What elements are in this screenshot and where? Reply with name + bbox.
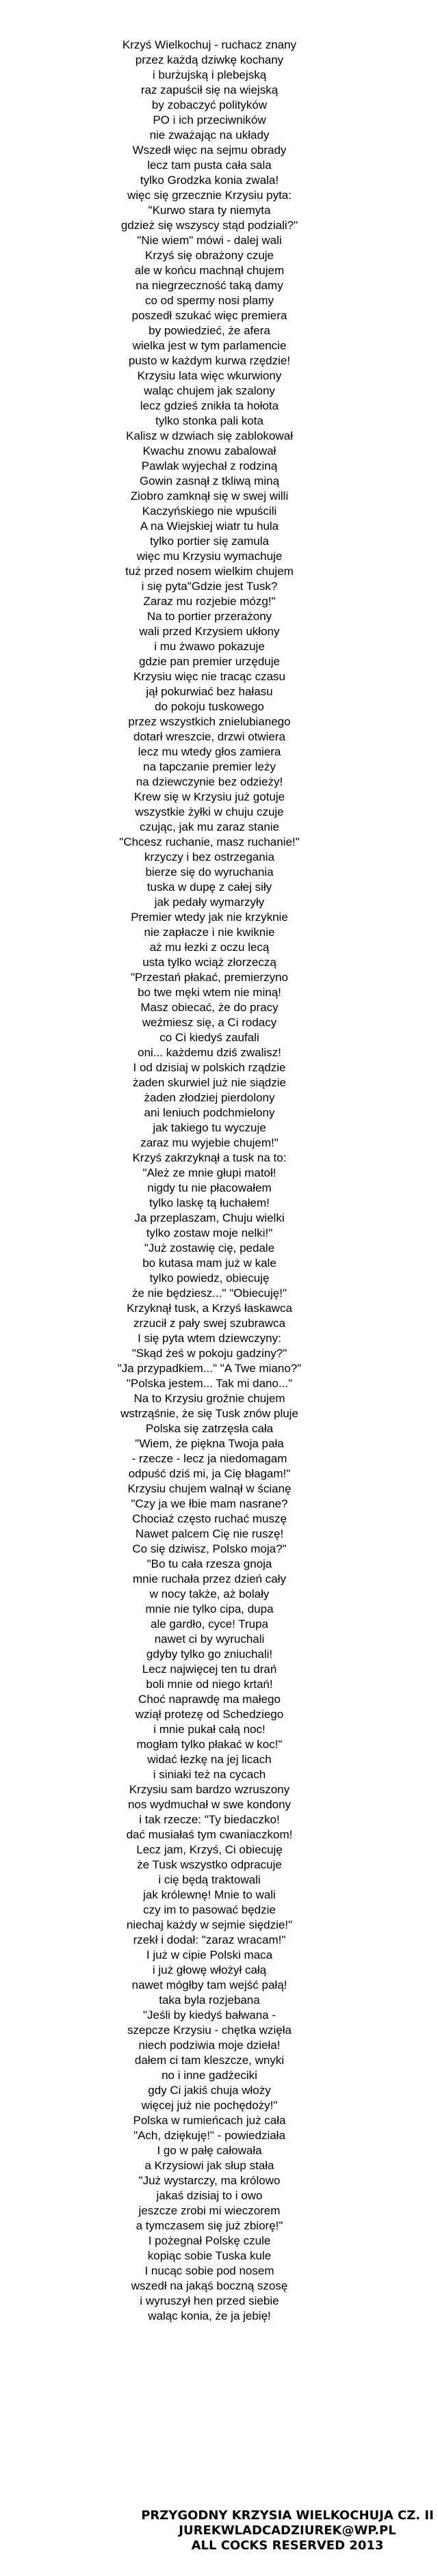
poem-line: Wszedł więc na sejmu obrady [132, 144, 287, 157]
poem-line: nawet mógłby tam wejść pałą! [131, 1978, 287, 1991]
poem-line: A na Wiejskiej wiatr tu hula [140, 520, 279, 533]
poem-line: co od spermy nosi plamy [144, 294, 274, 307]
poem-line: raz zapuścił się na wiejską [140, 83, 279, 96]
poem-line: lecz mu wtedy głos zamiera [138, 745, 281, 758]
poem-line: i się pyta"Gdzie jest Tusk? [141, 580, 278, 593]
poem-line: by powiedzieć, że afera [149, 324, 270, 337]
poem-line: tylko zostaw moje nelki!" [146, 1226, 273, 1239]
poem-line: Choć naprawdę ma małego [138, 1693, 281, 1706]
poem-line: żaden skurwiel już nie siądzie [133, 1076, 286, 1089]
poem-line: wziął protezę od Schedziego [135, 1708, 284, 1721]
poem-line: i wyruszył hen przed siebie [140, 2294, 279, 2307]
poem-line: gdy Ci jakiś chuja włoży [148, 2084, 271, 2097]
poem-line: ani leniuch podchmielony [144, 1106, 275, 1119]
poem-line: Krzysiu lata więc wkurwiony [137, 369, 282, 382]
poem-line: Lecz najwięcej ten tu drań [142, 1663, 277, 1676]
poem-line: oni... każdemu dziś zwalisz! [138, 1046, 281, 1059]
poem-line: co Ci kiedyś zaufali [159, 1031, 259, 1044]
poem-line: gdyby tylko go zniuchali! [146, 1648, 273, 1661]
poem-line: nie zważając na układy [149, 129, 270, 142]
poem-line: "Kurwo stara ty niemyta [148, 204, 271, 217]
poem-line: wali przed Krzysiem ukłony [139, 625, 280, 638]
poem-line: więcej już nie pochędoży!" [141, 2099, 278, 2112]
poem-line: Krew się w Krzysiu już gotuje [133, 790, 285, 803]
poem-line: Pawlak wyjechał z rodziną [141, 459, 278, 472]
poem-line: zaraz mu wyjebie chujem!" [140, 1136, 279, 1149]
poem-line: Co się dziwisz, Polsko moja?" [132, 1542, 287, 1555]
poem-line: waląc konia, że ja jebię! [148, 2309, 271, 2322]
poem-line: że nie będziesz..." "Obiecuję!" [132, 1287, 287, 1300]
poem-line: mnie ruchała przez dzień cały [133, 1572, 286, 1585]
poem-line: rzekł i dodał: "zaraz wracam!" [133, 1933, 286, 1946]
poem-line: niech podziwia moje dzieła! [138, 2039, 281, 2052]
poem [0, 38, 419, 2324]
poem-line: nawet ci by wyruchali [154, 1633, 265, 1646]
poem-line: "Skąd żeś w pokoju gadziny?" [131, 1347, 287, 1360]
poem-line: nigdy tu nie płacowałem [147, 1181, 272, 1194]
poem-line: Na to Krzysiu groźnie chujem [133, 1392, 285, 1405]
poem-line: aż mu łezki z oczu lecą [149, 941, 270, 954]
poem-line: I nucąc sobie pod nosem [144, 2264, 274, 2277]
poem-line: tuska w dupę z całej siły [146, 881, 272, 894]
poem-line: Kaczyńskiego nie wpuścili [142, 505, 277, 518]
poem-line: jak takiego tu wyczuje [153, 1121, 266, 1134]
poem-line: jeszcze zrobi mi wieczorem [138, 2204, 281, 2217]
poem-line: niechaj każdy w sejmie siędzie!" [126, 1918, 293, 1931]
poem-line: i burżujską i plebejską [152, 68, 267, 81]
poem-line: lecz tam pusta cała sala [147, 159, 272, 172]
poem-line: "Ach, dziękuję!" - powiedziała [133, 2129, 285, 2142]
poem-line: Chociaż często ruchać muszę [132, 1512, 287, 1525]
poem-line: jak królewnę! Mnie to wali [143, 1888, 276, 1901]
poem-line: tylko powiedz, obiecuję [149, 1272, 270, 1285]
poem-line: poszedł szukać więc premiera [131, 309, 287, 322]
poem-line: "Chcesz ruchanie, masz ruchanie!" [119, 835, 300, 848]
poem-line: Krzysiu chujem walnął w ścianę [127, 1482, 292, 1495]
poem-line: "Wiem, że piękna Twoja pała [135, 1437, 284, 1450]
footer-title: PRZYGODNY KRZYSIA WIELKOCHUJA CZ. II [141, 2508, 434, 2523]
poem-line: Masz obiecać, że do pracy [140, 1001, 279, 1014]
poem-line: usta tylko wciąż złorzeczą [142, 956, 276, 969]
poem-line: i już głowę włożył całą [152, 1963, 267, 1976]
poem-line: Krzysiu sam bardzo wzruszony [129, 1783, 290, 1796]
poem-line: na tapczanie premier leży [143, 760, 276, 773]
poem-line: dać musiałaś tym cwaniaczkom! [126, 1828, 293, 1841]
poem-line: i siniaki też na cycach [153, 1768, 266, 1781]
poem-line: bo twe męki wtem nie miną! [138, 986, 281, 999]
poem-line: tuż przed nosem wielkim chujem [125, 565, 294, 578]
poem-line: taka byla rozjebana [159, 1994, 260, 2007]
poem-line: I już w cipie Polski maca [146, 1948, 273, 1961]
footer [137, 2508, 438, 2553]
poem-line: "Już wystarczy, ma królowo [138, 2174, 281, 2187]
poem-line: że Tusk wszystko odpracuje [137, 1858, 282, 1871]
poem-line: tylko portier się zamula [150, 535, 269, 548]
poem-line: mnie nie tylko cipa, dupa [145, 1602, 274, 1615]
poem-line: wielka jest w tym parlamencie [132, 339, 287, 352]
poem-line: I się pyta wtem dziewczyny: [138, 1332, 281, 1345]
poem-line: i tak rzecze: "Ty biedaczko! [139, 1813, 280, 1826]
poem-line: "Jeśli by kiedyś bałwana - [142, 2009, 276, 2022]
poem-line: ale w końcu machnął chujem [134, 264, 285, 277]
poem-line: tylko Grodzka konia zwala! [140, 174, 279, 187]
poem-line: Ja przeplaszam, Chuju wielki [134, 1211, 285, 1224]
poem-line: tylko laskę tą łuchałem! [149, 1196, 270, 1209]
poem-line: Ziobro zamknął się w swej willi [130, 489, 289, 502]
poem-line: zrzucił z pały swej szubrawca [133, 1317, 285, 1330]
poem-line: i mnie pukał całą noc! [153, 1723, 266, 1736]
poem-line: Premier wtedy jak nie krzyknie [131, 911, 288, 924]
poem-line: by zobaczyć polityków [151, 98, 268, 111]
poem-line: Krzyś się obrażony czuje [144, 249, 274, 262]
poem-line: "Czy ja we łbie mam nasrane? [131, 1497, 288, 1510]
footer-email: JUREKWLADCADZIUREK@WP.PL [179, 2523, 396, 2538]
poem-line: wszedł na jakąś boczną szosę [131, 2279, 288, 2292]
poem-line: "Przestań płakać, premierzyno [131, 971, 288, 984]
poem-line: odpuść dziś mi, ja Cię błagam!" [128, 1467, 291, 1480]
poem-line: lecz gdzieś znikła ta hołota [140, 399, 279, 412]
poem-line: Krzyknął tusk, a Krzyś łaskawca [127, 1302, 292, 1315]
poem-line: jął pokurwiać bez hałasu [146, 685, 273, 698]
poem-line: Zaraz mu rozjebie mózg!" [143, 595, 276, 608]
poem-line: jak pedały wymarzyły [154, 896, 265, 909]
poem-line: czy im to pasować będzie [143, 1903, 276, 1916]
poem-line: Krzyś Wielkochuj - ruchacz znany [122, 38, 297, 51]
poem-line: bo kutasa mam już w kale [142, 1257, 276, 1270]
poem-line: gdzie pan premier urzęduje [138, 655, 280, 668]
poem-line: mogłam tylko płakać w koc!" [136, 1738, 283, 1751]
poem-line: Polska się zatrzęsła cała [145, 1422, 274, 1435]
poem-line: Polska w rumieńcach już cała [133, 2114, 286, 2127]
poem-line: pusto w każdym kurwa rzędzie! [128, 354, 291, 367]
poem-line: "Nie wiem" mówi - dalej wali [137, 234, 282, 247]
poem-line: Nawet palcem Cię nie ruszę! [135, 1527, 284, 1540]
poem-line: I go w pałę całowała [157, 2144, 262, 2157]
poem-line: boli mnie od niego krtań! [146, 1678, 273, 1691]
poem-line: gdzież się wszyscy stąd podziali?" [120, 219, 298, 232]
poem-line: na niegrzeczność taką damy [136, 279, 283, 292]
poem-line: żaden złodziej pierdolony [144, 1091, 275, 1104]
poem-line: nos wydmuchał w swe kondony [127, 1798, 292, 1811]
poem-line: Lecz jam, Krzyś, Ci obiecuję [136, 1843, 283, 1856]
footer-copyright: ALL COCKS RESERVED 2013 [191, 2538, 384, 2553]
poem-line: tylko stonka pali kota [155, 414, 263, 427]
poem-line: do pokoju tuskowego [155, 700, 264, 713]
poem-line: "Bo tu cała rzesza gnoja [146, 1557, 272, 1570]
poem-line: wszystkie żyłki w chuju czuje [135, 805, 284, 818]
poem-line: szepcze Krzysiu - chętka wzięła [127, 2024, 292, 2037]
poem-line: Krzysiu więc nie tracąc czasu [133, 670, 286, 683]
poem-line: w nocy także, aż bolały [149, 1587, 270, 1600]
poem-line: a Krzysiowi jak słup stała [144, 2159, 274, 2172]
poem-line: "Polska jestem... Tak mi dano..." [126, 1377, 293, 1390]
poem-line: a tymczasem się już zbiorę!" [136, 2219, 283, 2232]
poem-line: przez wszystkich znielubianego [128, 715, 291, 728]
poem-line: I od dzisiaj w polskich rządzie [133, 1061, 286, 1074]
poem-line: na dziewczynie bez odzieży! [136, 775, 283, 788]
poem-line: bierze się do wyruchania [145, 866, 274, 878]
poem-line: "Ja przypadkiem..." "A Twe miano?" [117, 1362, 302, 1375]
poem-line: ale gardło, cyce! Trupa [151, 1618, 268, 1631]
poem-line: weźmiesz się, a Ci rodacy [142, 1016, 277, 1029]
poem-line: I pożegnał Polskę czule [148, 2234, 271, 2247]
poem-line: Krzyś zakrzyknął a tusk na to: [132, 1151, 287, 1164]
poem-line: "Już zostawię cię, pedale [144, 1242, 275, 1255]
poem-line: krzyczy i bez ostrzegania [144, 850, 274, 863]
poem-line: no i inne gadżeciki [162, 2069, 257, 2082]
poem-line: kopiąc sobie Tuska kule [147, 2249, 272, 2262]
poem-line: - rzecze - lecz ja niedomagam [131, 1452, 287, 1465]
poem-line: więc mu Krzysiu wymachuje [136, 550, 283, 563]
poem-line: czując, jak mu zaraz stanie [139, 820, 280, 833]
poem-line: waląc chujem jak szalony [144, 384, 275, 397]
poem-line: dałem ci tam kleszcze, wnyki [134, 2054, 285, 2067]
poem-line: jakaś dzisiaj to i owo [156, 2189, 263, 2202]
poem-line: PO i ich przeciwników [153, 113, 266, 126]
poem-line: "Ależ ze mnie głupi matoł! [142, 1166, 276, 1179]
poem-line: dotarł wreszcie, drzwi otwiera [133, 730, 285, 743]
poem-line: więc się grzecznie Krzysiu pyta: [127, 189, 292, 202]
poem-line: i mu żwawo pokazuje [154, 640, 265, 653]
poem-line: Na to portier przerażony [146, 610, 272, 623]
poem-line: i cię będą traktowali [158, 1873, 261, 1886]
poem-line: Kwachu znowu zabalował [142, 444, 276, 457]
poem-line: wstrząśnie, że się Tusk znów pluje [120, 1407, 298, 1420]
poem-line: przez każdą dziwkę kochany [135, 53, 284, 66]
poem-line: nie zapłacze i nie kwiknie [144, 926, 275, 939]
poem-line: Gowin zasnął z tkliwą miną [139, 474, 280, 487]
poem-line: Kalisz w dzwiach się zablokował [126, 429, 293, 442]
poem-line: widać łezkę na jej licach [147, 1753, 272, 1766]
